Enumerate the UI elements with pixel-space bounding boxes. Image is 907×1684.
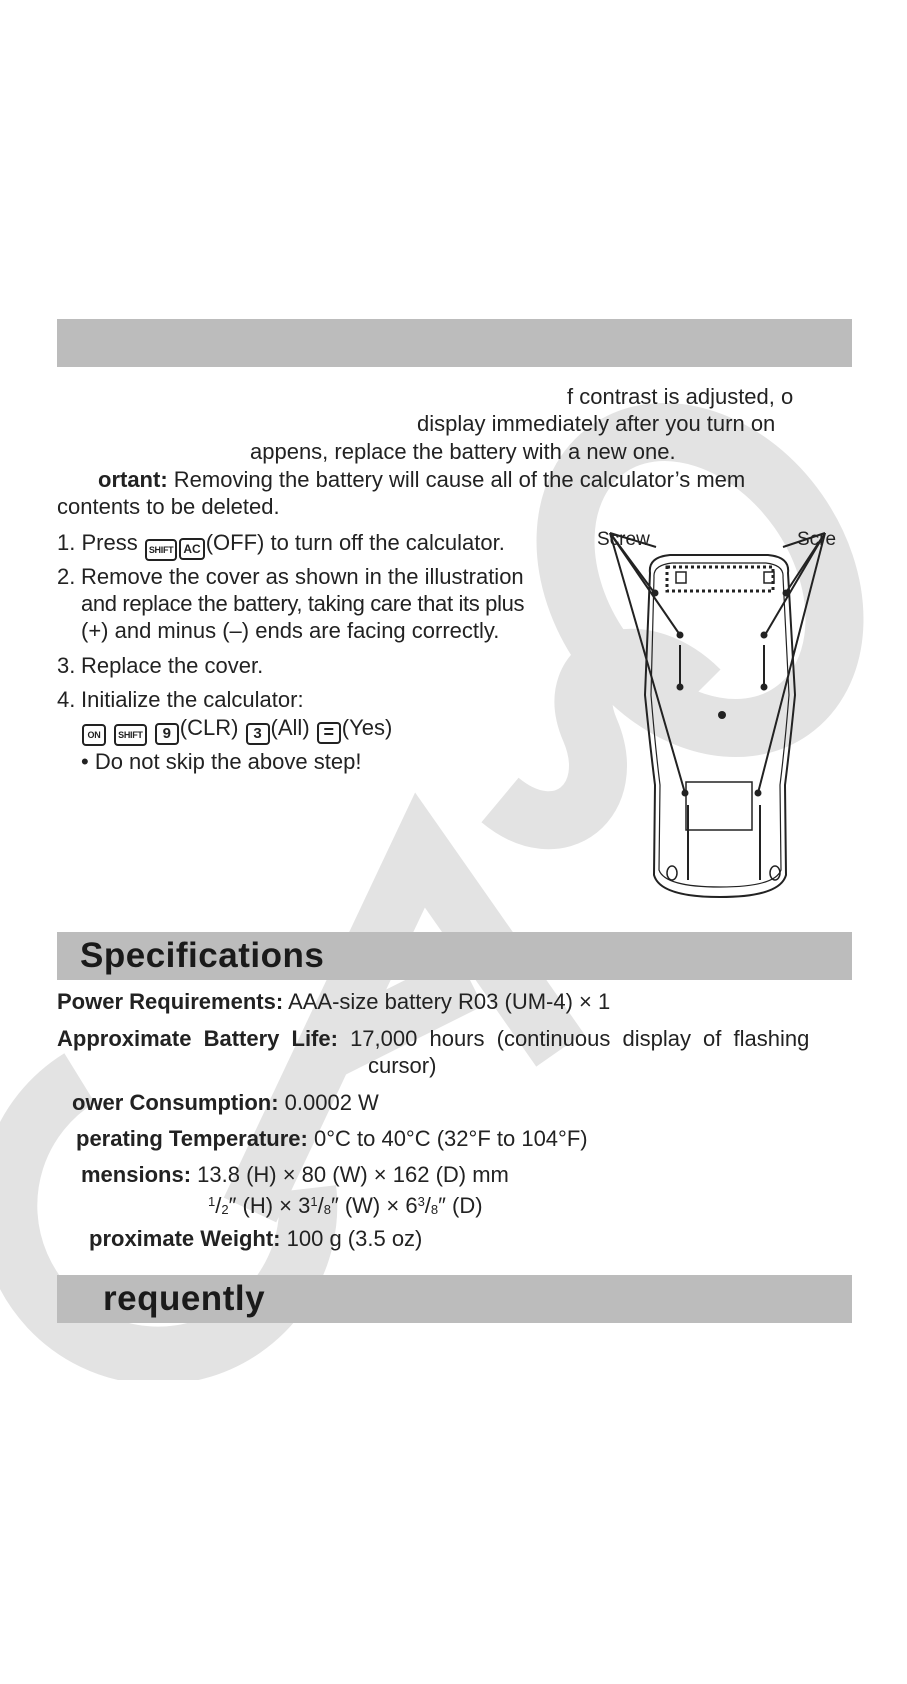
fraction-numerator: 1 xyxy=(310,1194,318,1209)
ac-key-icon: AC xyxy=(179,538,204,560)
step-2-number: 2. xyxy=(57,564,76,589)
spec-label: Power Requirements: xyxy=(57,989,284,1014)
all-label: (All) xyxy=(270,715,310,740)
step-2-line1: Remove the cover as shown in the illustration xyxy=(81,564,524,589)
dimension-text: ″ (D) xyxy=(438,1193,483,1218)
spec-label: perating Temperature: xyxy=(76,1126,308,1151)
spec-label: proximate Weight: xyxy=(89,1226,281,1251)
init-key-sequence xyxy=(81,714,392,746)
equals-key-icon: = xyxy=(317,722,341,744)
clr-label: (CLR) xyxy=(179,715,239,740)
important-line2: contents to be deleted. xyxy=(57,494,280,519)
fraction-denominator: 8 xyxy=(430,1202,439,1217)
spec-dimensions-inches: $^1$/2″ $(H) \times 3^1/8''$ $(W) \times 6^3/8''$ (D) xyxy=(208,1193,483,1218)
battery-section-header-bar xyxy=(57,319,852,367)
battery-intro-line1: f contrast is adjusted, o xyxy=(567,384,794,409)
shift-key-icon: SHIFT xyxy=(114,724,147,746)
battery-intro-line3: appens, replace the battery with a new one. xyxy=(250,439,676,464)
step-text: Press xyxy=(81,530,138,555)
on-key-icon: ON xyxy=(82,724,106,746)
important-text: Removing the battery will cause all of the calculator’s mem xyxy=(167,467,746,492)
step-number: 1. xyxy=(57,530,76,555)
spec-battery-life xyxy=(57,1025,809,1052)
battery-intro-line2: display immediately after you turn on xyxy=(417,411,776,436)
spec-value: AAA-size battery R03 (UM-4) × 1 xyxy=(283,989,611,1014)
spec-value: 13.8 (H) × 80 (W) × 162 (D) mm xyxy=(191,1162,509,1187)
specifications-title: Specifications xyxy=(80,936,325,975)
spec-power-consumption xyxy=(72,1089,379,1116)
spec-weight xyxy=(89,1225,422,1252)
fraction-denominator: 2 xyxy=(221,1202,229,1217)
step-4-number: 4. xyxy=(57,687,76,712)
fraction-denominator: 8 xyxy=(323,1202,331,1217)
spec-power-requirements xyxy=(57,988,610,1015)
dimension-text: ″ (W) × 6 xyxy=(330,1193,418,1218)
step-3-text: Replace the cover. xyxy=(81,653,264,678)
step-2-line2: and replace the battery, taking care that its plus xyxy=(81,591,525,616)
spec-label: ower Consumption: xyxy=(72,1090,279,1115)
fraction-numerator: 1 xyxy=(208,1194,216,1209)
three-key-icon: 3 xyxy=(246,723,270,745)
calculator-back-diagram xyxy=(590,525,850,905)
spec-dimensions xyxy=(81,1161,509,1188)
screw-label-left: Screw xyxy=(597,529,650,550)
important-note xyxy=(98,466,745,493)
spec-operating-temperature xyxy=(76,1125,588,1152)
dimension-text: ″ (H) × 3 xyxy=(228,1193,311,1218)
yes-label: (Yes) xyxy=(341,715,393,740)
fraction-numerator: 3 xyxy=(417,1194,425,1209)
spec-value: 0.0002 W xyxy=(278,1090,379,1115)
faq-title: requently xyxy=(103,1279,266,1318)
step-2-line3: (+) and minus (–) ends are facing correctly. xyxy=(81,618,500,643)
spec-label: Approximate Battery Life: xyxy=(57,1026,338,1051)
spec-battery-life-cont: cursor) xyxy=(368,1053,437,1078)
important-label: ortant: xyxy=(98,467,168,492)
nine-key-icon: 9 xyxy=(155,723,179,745)
spec-label: mensions: xyxy=(81,1162,192,1187)
step-3-number: 3. xyxy=(57,653,76,678)
shift-key-icon: SHIFT xyxy=(145,539,178,561)
screw-label-right: Scre xyxy=(797,529,837,550)
spec-value: 0°C to 40°C (32°F to 104°F) xyxy=(307,1126,588,1151)
step-4-text: Initialize the calculator: xyxy=(81,687,304,712)
skip-warning-note: • Do not skip the above step! xyxy=(81,749,362,774)
step-text: (OFF) to turn off the calculator. xyxy=(205,530,505,555)
spec-value: 17,000 hours (continuous display of flashing xyxy=(337,1026,810,1051)
spec-value: 100 g (3.5 oz) xyxy=(280,1226,423,1251)
step-1 xyxy=(57,529,505,561)
